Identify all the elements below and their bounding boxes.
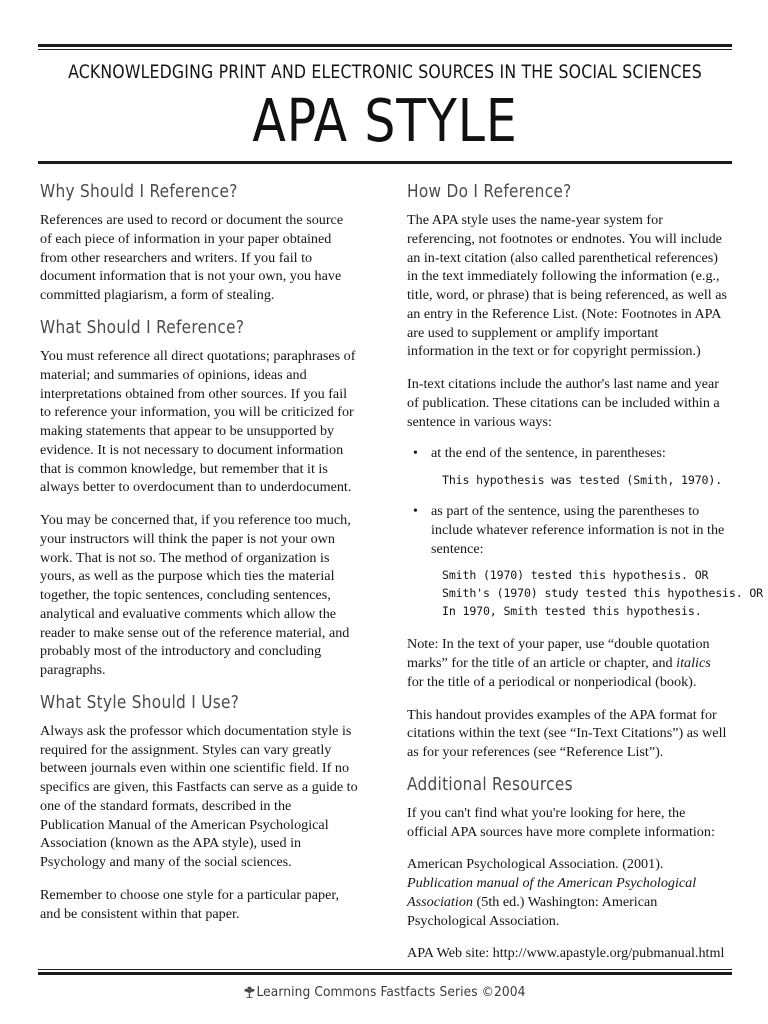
example-line: In 1970, Smith tested this hypothesis. xyxy=(442,604,702,619)
section-heading-how-do-i-reference: How Do I Reference? xyxy=(407,182,572,202)
section-heading-what-should-i-reference: What Should I Reference? xyxy=(40,317,245,338)
apa-website-link[interactable]: APA Web site: http://www.apastyle.org/pubmanual.html xyxy=(407,945,725,962)
example-line: Smith (1970) tested this hypothesis. OR xyxy=(442,568,709,583)
citation-examples-list-2 xyxy=(407,502,727,558)
section-heading-why-should-i-reference: Why Should I Reference? xyxy=(40,182,238,202)
example-block-narrative xyxy=(442,567,764,621)
section-heading-what-style-should-i-use: What Style Should I Use? xyxy=(40,692,240,713)
document-header xyxy=(38,44,732,164)
paragraph-additional-intro: If you can't find what you're looking for here, the official APA sources have more complete information: xyxy=(407,804,715,840)
list-item xyxy=(407,444,727,463)
paragraph-what-reference-1: You must reference all direct quotations; paraphrases of material; and summaries of opinions, ideas and interpretations obtained from other sources. If you fail to reference your information, you will be criticized for making statements that appear to be unsupported by evidence. It is not necessary to document information that is common knowledge, but remember that it is always better to overdocument than to underdocument. xyxy=(40,348,356,496)
section-heading-additional-resources: Additional Resources xyxy=(407,774,573,795)
reference-title-italic: Publication manual of the American Psychological Association xyxy=(407,875,697,910)
paragraph-why-reference: References are used to record or document the source of each piece of information in your paper obtained from other researchers and writers. If you fail to document information that is not your own, you have committed plagiarism, a form of stealing. xyxy=(40,212,344,304)
paragraph-what-reference-2: You may be concerned that, if you reference too much, your instructors will think the paper is not your own work. That is not so. The method of organization is yours, as well as the purpose which ties the material together, the topic sentences, concluding sentences, analytical and evaluative comments which allow the reader to make sense out of the reference material, and probably most of the introductory and concluding paragraphs. xyxy=(40,512,351,679)
footer-rule xyxy=(38,969,732,975)
reference-entry-apa-manual xyxy=(407,855,727,930)
tree-icon xyxy=(244,986,255,1002)
page-title: APA STYLE xyxy=(252,86,518,155)
note-text-italic: italics xyxy=(676,655,711,672)
note-text-before: Note: In the text of your paper, use “double quotation marks” for the title of an article or chapter, and xyxy=(407,636,710,672)
citation-examples-list xyxy=(407,444,727,463)
paragraph-what-style-1: Always ask the professor which documentation style is required for the assignment. Styles can vary greatly between journals even within one scientific field. If no specifics are given, this Fastfacts can serve as a guide to one of the standard formats, described in the Publication Manual of the American Psychological Association (known as the APA style), used in Psychology and many of the social sciences. xyxy=(40,722,358,871)
footer-label: Learning Commons Fastfacts Series ©2004 xyxy=(256,984,526,1000)
header-kicker: ACKNOWLEDGING PRINT AND ELECTRONIC SOURCES IN THE SOCIAL SCIENCES xyxy=(68,62,702,83)
right-column xyxy=(407,182,764,977)
bullet-dot-icon: • xyxy=(413,503,418,519)
example-line: This hypothesis was tested (Smith, 1970). xyxy=(442,473,723,488)
footer-caption xyxy=(38,984,732,1002)
content-columns xyxy=(40,182,764,977)
paragraph-how-reference-2: In-text citations include the author's last name and year of publication. These citations can be included within a sentence in various ways: xyxy=(407,376,720,430)
paragraph-handout-scope: This handout provides examples of the APA format for citations within the text (see “In-Text Citations”) as well as for your references (see “Reference List”). xyxy=(407,706,727,761)
list-item-label: at the end of the sentence, in parentheses: xyxy=(431,445,666,462)
header-top-rule xyxy=(38,44,732,50)
example-line: Smith's (1970) study tested this hypothesis. OR xyxy=(442,586,764,601)
paragraph-what-style-2: Remember to choose one style for a particular paper, and be consistent within that paper. xyxy=(40,886,340,922)
left-column xyxy=(40,183,358,977)
list-item-label: as part of the sentence, using the parentheses to include whatever reference information is not in the sentence: xyxy=(431,503,725,557)
list-item xyxy=(407,502,727,558)
reference-text-after: (5th ed.) Washington: American Psychological Association. xyxy=(407,893,658,929)
note-text-after: for the title of a periodical or nonperiodical (book). xyxy=(407,673,697,690)
paragraph-note-quotation-marks xyxy=(407,635,727,691)
document-footer xyxy=(38,969,732,1002)
example-block-parenthetical xyxy=(442,472,727,490)
header-bottom-rule xyxy=(38,161,732,164)
bullet-dot-icon: • xyxy=(413,446,418,462)
paragraph-how-reference-1: The APA style uses the name-year system for referencing, not footnotes or endnotes. You will include an in-text citation (also called parenthetical references) in the text immediately following the information (e.g., title, word, or phrase) that is being referenced, as well as an entry in the Reference List. (Note: Footnotes in APA are used to supplement or amplify important information in the text or for copyright permission.) xyxy=(407,212,728,360)
reference-text-before: American Psychological Association. (2001). xyxy=(407,856,664,873)
